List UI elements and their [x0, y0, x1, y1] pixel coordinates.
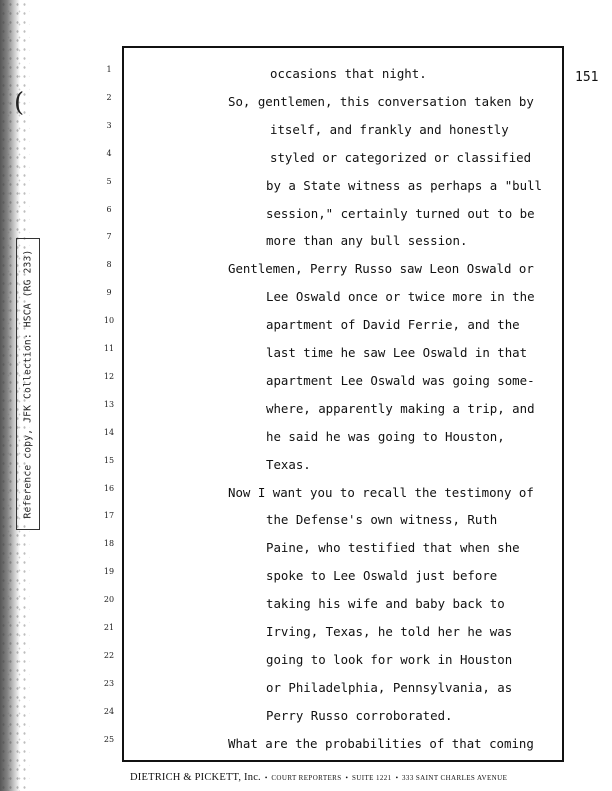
line-number: 16 — [103, 483, 115, 493]
archive-stamp-text: Reference copy, JFK Collection: HSCA (RG 233) — [22, 249, 34, 519]
transcript-line: Perry Russo corroborated. — [266, 707, 453, 723]
footer-address: 333 SAINT CHARLES AVENUE — [402, 774, 508, 782]
line-number: 23 — [103, 678, 115, 688]
footer-separator: • — [395, 774, 399, 782]
line-number: 13 — [103, 399, 115, 409]
footer-separator: • — [345, 774, 348, 782]
binder-hole-mark: ( — [14, 88, 25, 118]
transcript-line: Irving, Texas, he told her he was — [266, 624, 513, 639]
transcript-line: Lee Oswald once or twice more in the — [266, 289, 535, 305]
line-number: 1 — [106, 65, 112, 74]
transcript-line: Paine, who testified that when she — [266, 540, 520, 556]
transcript-line: by a State witness as perhaps a "bull — [266, 177, 543, 193]
transcript-line: styled or categorized or classified — [270, 149, 532, 165]
transcript-line: occasions that night. — [270, 66, 427, 81]
line-number: 22 — [103, 650, 115, 660]
page-footer — [130, 772, 507, 783]
transcript-line: itself, and frankly and honestly — [270, 121, 509, 137]
line-number: 5 — [106, 176, 112, 186]
transcript-line: So, gentlemen, this conversation taken by — [228, 93, 534, 109]
transcript-line: What are the probabilities of that coming — [228, 735, 534, 751]
line-number: 8 — [106, 260, 112, 270]
line-number: 20 — [103, 595, 115, 605]
transcript-line: Texas. — [266, 456, 311, 472]
transcript-line: Now I want you to recall the testimony of — [228, 484, 534, 500]
transcript-line: Gentlemen, Perry Russo saw Leon Oswald or — [228, 261, 534, 277]
line-number: 2 — [106, 92, 112, 102]
transcript-line: or Philadelphia, Pennsylvania, as — [266, 679, 513, 695]
line-number: 21 — [103, 623, 115, 632]
line-number: 7 — [106, 232, 112, 242]
transcript-line: apartment of David Ferrie, and the — [266, 317, 520, 333]
line-number: 19 — [103, 567, 115, 577]
line-number: 17 — [103, 511, 115, 521]
archive-stamp — [16, 238, 40, 530]
line-number: 18 — [103, 539, 115, 549]
line-number: 4 — [106, 148, 112, 158]
transcript-line: where, apparently making a trip, and — [266, 400, 535, 416]
transcript-line: spoke to Lee Oswald just before — [266, 568, 498, 584]
line-number: 6 — [106, 204, 112, 214]
footer-firm: DIETRICH & PICKETT, Inc. — [130, 772, 261, 783]
page-number: 151 — [575, 70, 599, 85]
line-number: 15 — [103, 455, 115, 465]
line-number: 25 — [103, 734, 115, 744]
line-number: 9 — [106, 288, 112, 298]
transcript-line: taking his wife and baby back to — [266, 596, 505, 612]
line-number: 3 — [106, 120, 112, 130]
line-number: 14 — [103, 427, 115, 437]
transcript-line: last time he saw Lee Oswald in that — [266, 345, 528, 360]
transcript-line: apartment Lee Oswald was going some- — [266, 372, 535, 388]
line-number: 11 — [103, 344, 115, 353]
transcript-line: more than any bull session. — [266, 233, 468, 249]
transcript-line: he said he was going to Houston, — [266, 428, 505, 444]
line-number: 12 — [103, 371, 115, 381]
footer-service: COURT REPORTERS — [271, 774, 342, 782]
footer-separator: • — [264, 774, 268, 782]
footer-suite: SUITE 1221 — [351, 774, 392, 782]
line-number: 24 — [103, 706, 115, 716]
transcript-line: the Defense's own witness, Ruth — [266, 512, 498, 528]
transcript-line: going to look for work in Houston — [266, 651, 513, 667]
transcript-line: session," certainly turned out to be — [266, 205, 535, 221]
line-number: 10 — [103, 316, 115, 326]
